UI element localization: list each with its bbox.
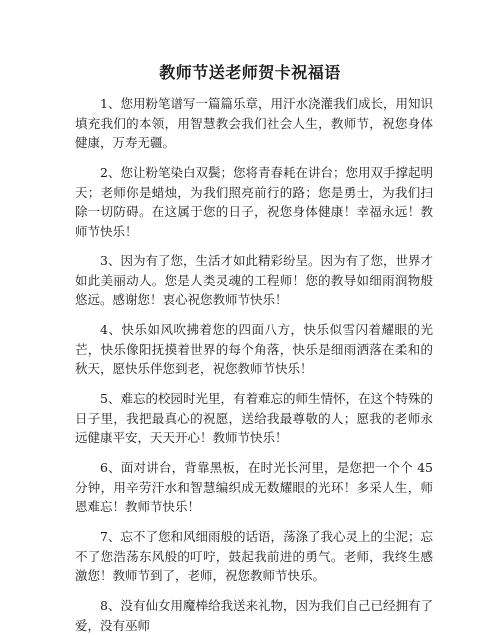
document-title: 教师节送老师贺卡祝福语	[159, 63, 341, 82]
paragraph-7: 7、忘不了您和风细雨般的话语，荡涤了我心灵上的尘泥；忘不了您浩荡东风般的叮咛，鼓起我前进的勇气。老师，我终生感激您！教师节到了，老师，祝您教师节快乐。	[75, 529, 433, 583]
paragraph-5: 5、难忘的校园时光里，有着难忘的师生情怀，在这个特殊的日子里，我把最真心的祝愿，送给我最尊敬的人；愿我的老师永远健康平安，天天开心！教师节快乐！	[75, 391, 433, 445]
paragraph-1: 1、您用粉笔谱写一篇篇乐章，用汗水浇灌我们成长，用知识填充我们的本领，用智慧教会我们社会人生，教师节，祝您身体健康，万寿无疆。	[75, 96, 433, 150]
paragraph-8: 8、没有仙女用魔棒给我送来礼物，因为我们自己已经拥有了爱，没有巫师	[75, 598, 433, 633]
paragraph-4: 4、快乐如风吹拂着您的四面八方，快乐似雪闪着耀眼的光芒，快乐像阳抚摸着世界的每个角落，快乐是细雨洒落在柔和的秋天，愿快乐伴您到老，祝您教师节快乐！	[75, 322, 433, 376]
paragraph-6: 6、面对讲台，背靠黑板，在时光长河里，是您把一个个 45 分钟，用辛劳汗水和智慧编织成无数耀眼的光环！多采人生，师恩难忘！教师节快乐！	[75, 460, 433, 514]
paragraph-2: 2、您让粉笔染白双鬓；您将青春耗在讲台；您用双手撑起明天；老师你是蜡烛，为我们照亮前行的路；您是勇士，为我们扫除一切防碍。在这属于您的日子，祝您身体健康！幸福永远！教师节快乐！	[75, 165, 433, 239]
paragraph-3: 3、因为有了您，生活才如此精彩纷呈。因为有了您，世界才如此美丽动人。您是人类灵魂的工程师！您的教导如细雨润物般悠远。感谢您！衷心祝您教师节快乐！	[75, 253, 433, 307]
